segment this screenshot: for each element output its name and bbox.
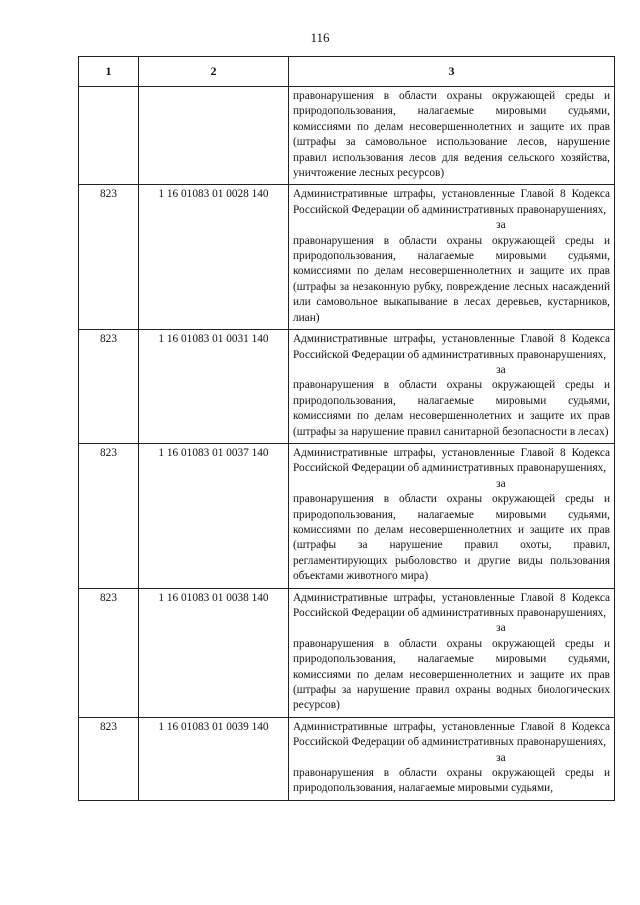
- cell-budget-code: 1 16 01083 01 0028 140: [139, 185, 289, 330]
- table-header-row: [79, 57, 615, 87]
- cell-description: [289, 185, 615, 330]
- cell-admin-code: 823: [79, 185, 139, 330]
- header-col-1: 1: [79, 57, 139, 87]
- table-row: [79, 185, 615, 330]
- table-row: [79, 330, 615, 444]
- cell-budget-code: 1 16 01083 01 0037 140: [139, 443, 289, 588]
- cell-budget-code: 1 16 01083 01 0031 140: [139, 330, 289, 444]
- description-part-2: правонарушения в области охраны окружающей среды и природопользования, налагаемые мировыми судьями, комиссиями по делам несовершеннолетних и защите их прав (штрафы за незаконную рубку, повреждение лесных насаждений или самовольное выкапывание в лесах деревьев, кустарников, лиан): [293, 234, 610, 324]
- header-col-3: 3: [289, 57, 615, 87]
- cell-budget-code: 1 16 01083 01 0038 140: [139, 588, 289, 717]
- description-za: за: [496, 477, 506, 490]
- description-part-2: правонарушения в области охраны окружающей среды и природопользования, налагаемые мировыми судьями, комиссиями по делам несовершеннолетних и защите их прав (штрафы за нарушение правил санитарной безопасности в лесах): [293, 379, 610, 438]
- description-part-2: правонарушения в области охраны окружающей среды и природопользования, налагаемые мировыми судьями, комиссиями по делам несовершеннолетних и защите их прав (штрафы за нарушение правил охоты, правил, регламентирующих рыболовство и другие виды пользования объектами животного мира): [293, 493, 610, 583]
- description-part-2: правонарушения в области охраны окружающей среды и природопользования, налагаемые мировыми судьями, комиссиями по делам несовершеннолетних и защите их прав (штрафы за нарушение правил охраны водных биологических ресурсов): [293, 637, 610, 712]
- cell-empty: [79, 87, 139, 185]
- description-part-1: Административные штрафы, установленные Главой 8 Кодекса Российской Федерации об административных правонарушениях,: [293, 720, 610, 749]
- description-part-1: Административные штрафы, установленные Главой 8 Кодекса Российской Федерации об административных правонарушениях,: [293, 446, 610, 475]
- description-za: за: [496, 363, 506, 376]
- table-row: [79, 588, 615, 717]
- cell-admin-code: 823: [79, 330, 139, 444]
- table-row: [79, 717, 615, 800]
- description-za: за: [496, 751, 506, 764]
- table-row: [79, 443, 615, 588]
- description-part-2: правонарушения в области охраны окружающей среды и природопользования, налагаемые мировыми судьями,: [293, 767, 610, 795]
- description-za: за: [496, 219, 506, 232]
- cell-description: [289, 443, 615, 588]
- cell-description: [289, 330, 615, 444]
- header-col-2: 2: [139, 57, 289, 87]
- cell-description: [289, 717, 615, 800]
- description-part-1: Административные штрафы, установленные Главой 8 Кодекса Российской Федерации об административных правонарушениях,: [293, 188, 610, 216]
- cell-admin-code: 823: [79, 588, 139, 717]
- cell-description: [289, 588, 615, 717]
- table-row-continuation: [79, 87, 615, 185]
- cell-description: правонарушения в области охраны окружающей среды и природопользования, налагаемые мировыми судьями, комиссиями по делам несовершеннолетних и защите их прав (штрафы за самовольное использование лесов, нарушение правил использования лесов для ведения сельского хозяйства, уничтожение лесных ресурсов): [289, 87, 615, 185]
- cell-admin-code: 823: [79, 443, 139, 588]
- description-za: за: [496, 622, 506, 635]
- budget-codes-table: [78, 56, 615, 801]
- page-number: 116: [310, 30, 330, 45]
- description-part-1: Административные штрафы, установленные Главой 8 Кодекса Российской Федерации об административных правонарушениях,: [293, 333, 610, 361]
- cell-empty: [139, 87, 289, 185]
- cell-admin-code: 823: [79, 717, 139, 800]
- cell-budget-code: 1 16 01083 01 0039 140: [139, 717, 289, 800]
- description-part-1: Административные штрафы, установленные Главой 8 Кодекса Российской Федерации об административных правонарушениях,: [293, 591, 610, 619]
